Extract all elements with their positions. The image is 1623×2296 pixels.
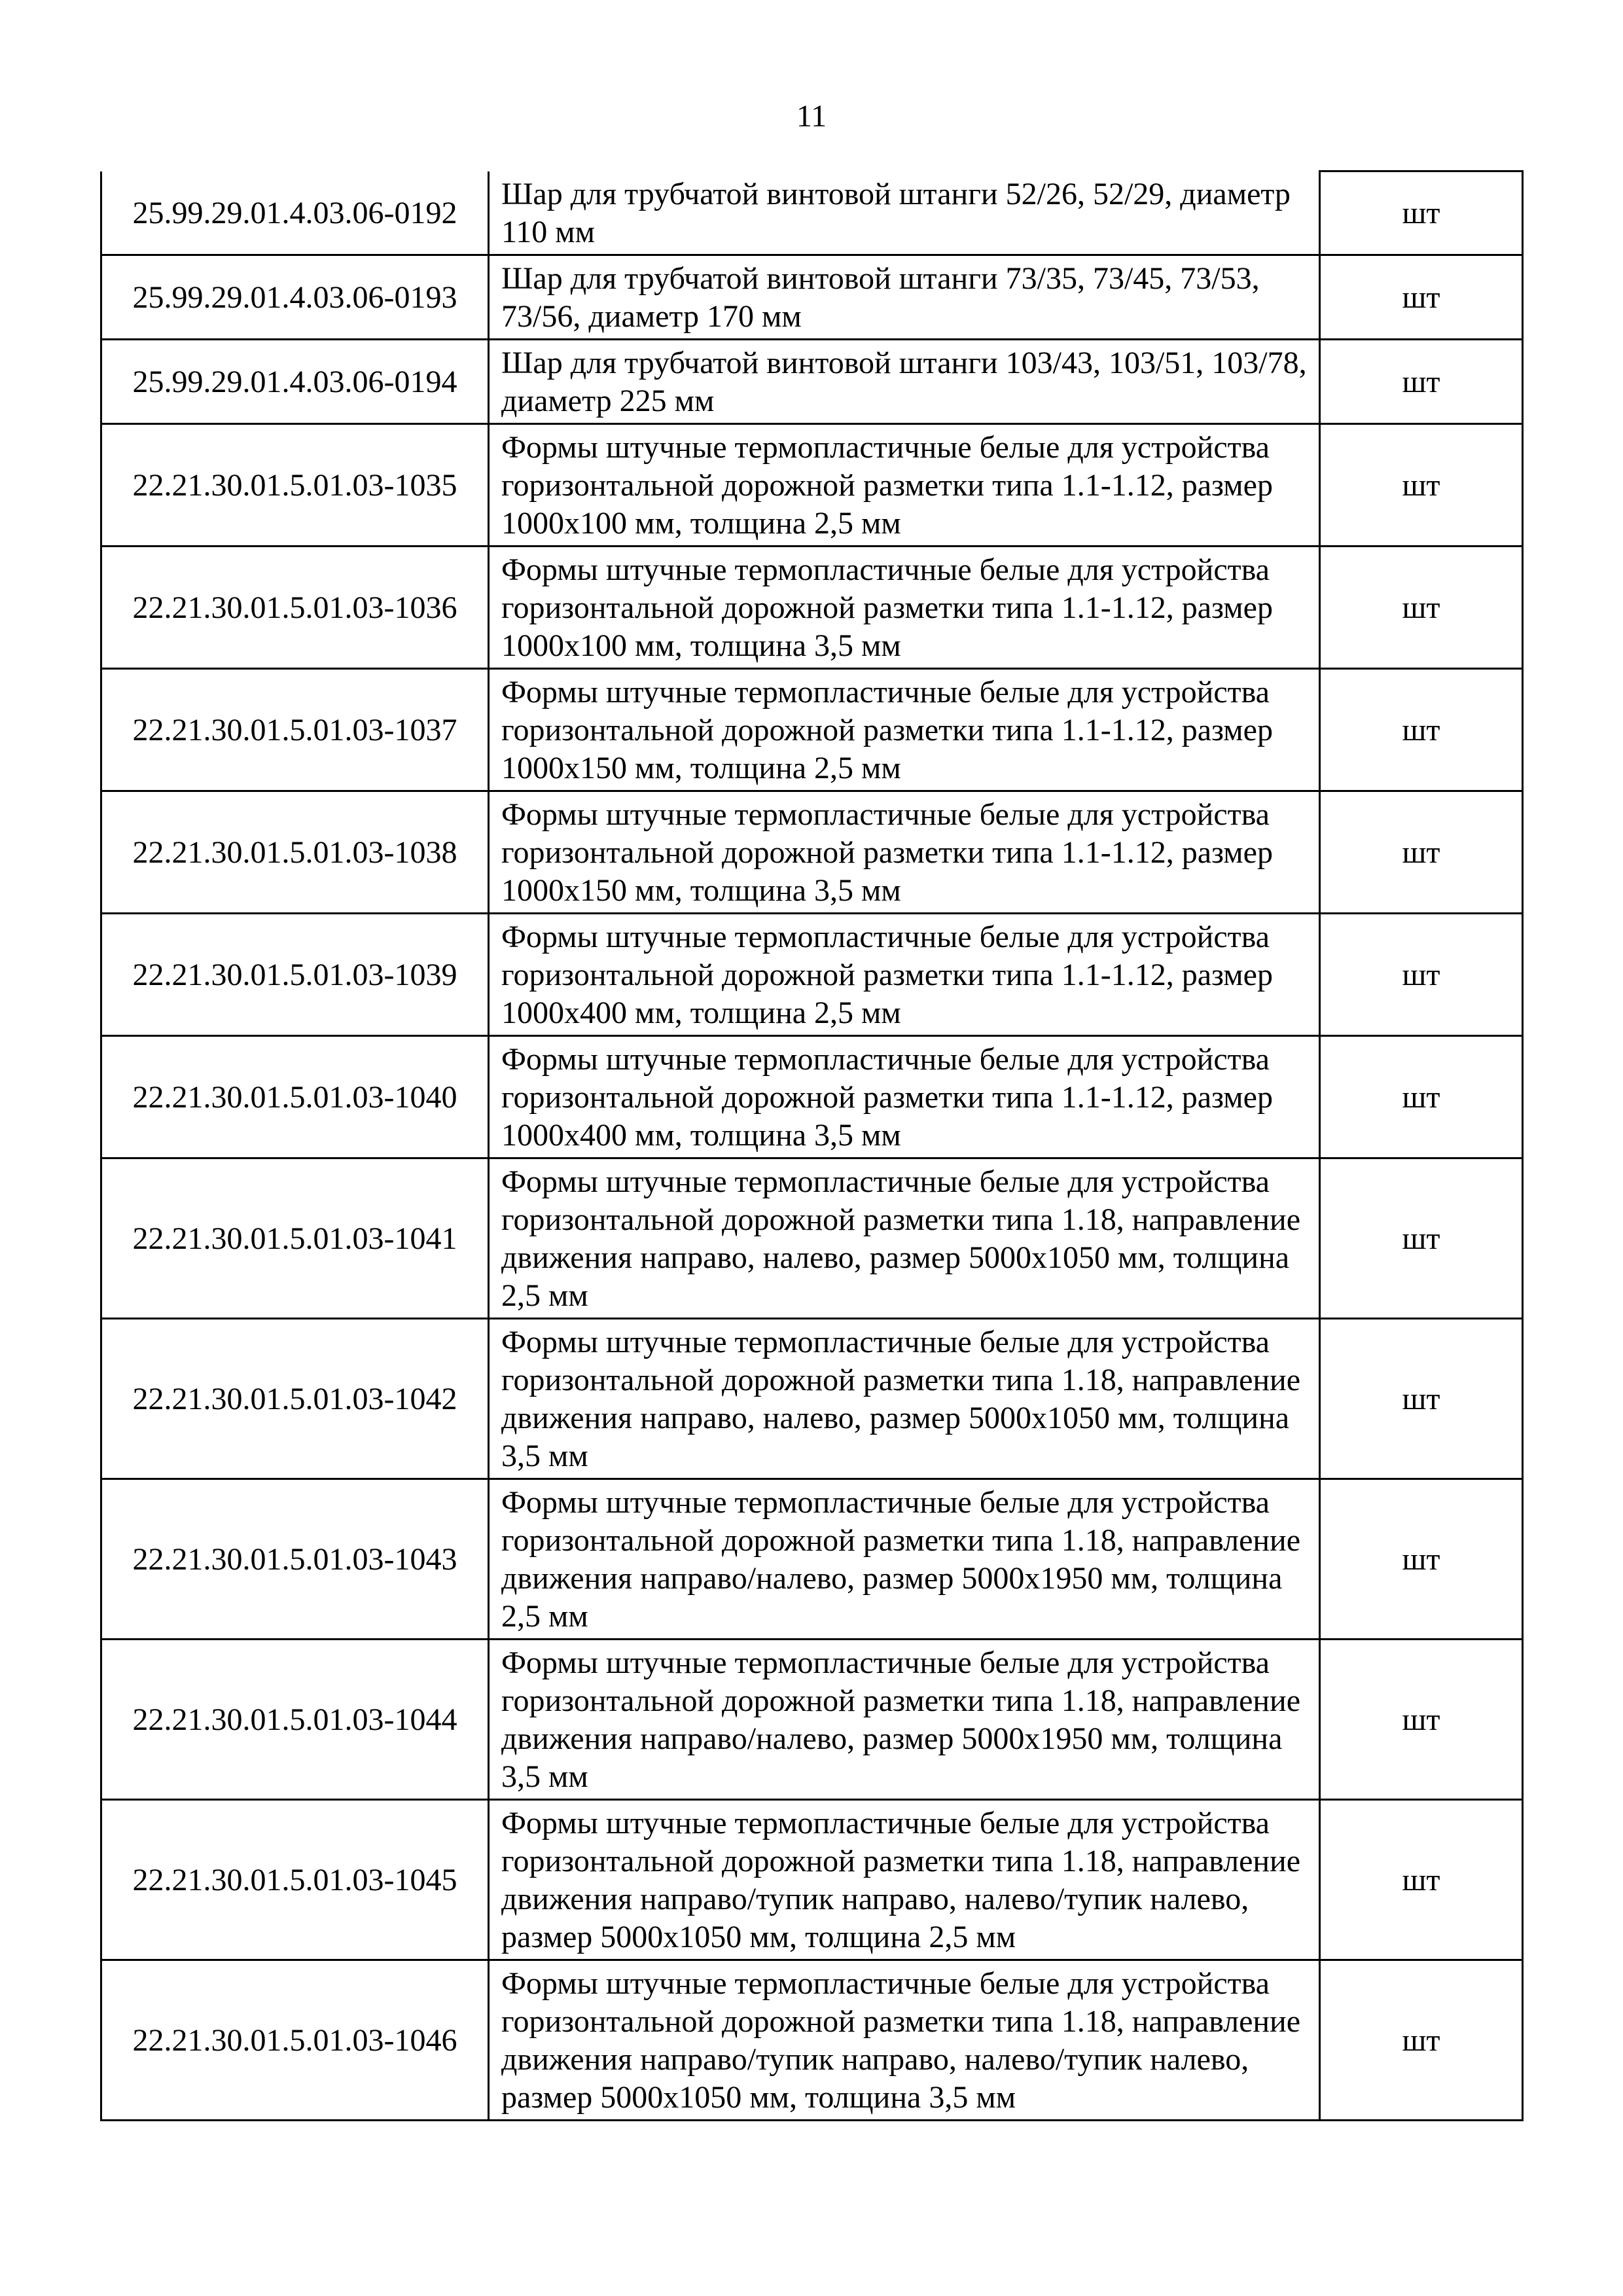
table-row [101, 1035, 1523, 1158]
resource-table [100, 170, 1524, 2121]
resource-code-cell: 25.99.29.01.4.03.06-0193 [101, 255, 489, 339]
unit-cell: шт [1320, 546, 1523, 668]
table-row [101, 546, 1523, 668]
table-row [101, 668, 1523, 791]
table-row [101, 913, 1523, 1035]
unit-cell: шт [1320, 1158, 1523, 1318]
resource-description-cell: Формы штучные термопластичные белые для устройства горизонтальной дорожной разметки типа 1.1-1.12, размер 1000x400 мм, толщина 2,5 мм [489, 913, 1320, 1035]
resource-code-cell: 22.21.30.01.5.01.03-1037 [101, 668, 489, 791]
unit-cell: шт [1320, 423, 1523, 546]
resource-description-cell: Формы штучные термопластичные белые для устройства горизонтальной дорожной разметки типа 1.18, направление движения направо/налево, размер 5000x1950 мм, толщина 3,5 мм [489, 1639, 1320, 1799]
resource-description-cell: Шар для трубчатой винтовой штанги 52/26, 52/29, диаметр 110 мм [489, 171, 1320, 255]
resource-description-cell: Формы штучные термопластичные белые для устройства горизонтальной дорожной разметки типа 1.1-1.12, размер 1000x100 мм, толщина 2,5 мм [489, 423, 1320, 546]
unit-cell: шт [1320, 1639, 1523, 1799]
resource-code-cell: 22.21.30.01.5.01.03-1035 [101, 423, 489, 546]
resource-description-cell: Формы штучные термопластичные белые для устройства горизонтальной дорожной разметки типа 1.18, направление движения направо, налево, размер 5000x1050 мм, толщина 3,5 мм [489, 1318, 1320, 1479]
resource-code-cell: 25.99.29.01.4.03.06-0192 [101, 171, 489, 255]
unit-cell: шт [1320, 1479, 1523, 1639]
table-row [101, 423, 1523, 546]
unit-cell: шт [1320, 1799, 1523, 1960]
resource-code-cell: 25.99.29.01.4.03.06-0194 [101, 339, 489, 423]
unit-cell: шт [1320, 1960, 1523, 2120]
table-row [101, 1639, 1523, 1799]
resource-description-cell: Шар для трубчатой винтовой штанги 103/43, 103/51, 103/78, диаметр 225 мм [489, 339, 1320, 423]
resource-code-cell: 22.21.30.01.5.01.03-1045 [101, 1799, 489, 1960]
unit-cell: шт [1320, 1318, 1523, 1479]
table-row [101, 1158, 1523, 1318]
resource-description-cell: Формы штучные термопластичные белые для устройства горизонтальной дорожной разметки типа 1.18, направление движения направо, налево, размер 5000x1050 мм, толщина 2,5 мм [489, 1158, 1320, 1318]
resource-code-cell: 22.21.30.01.5.01.03-1043 [101, 1479, 489, 1639]
table-row [101, 1799, 1523, 1960]
table-row [101, 171, 1523, 255]
unit-cell: шт [1320, 791, 1523, 913]
table-row [101, 1960, 1523, 2120]
resource-description-cell: Шар для трубчатой винтовой штанги 73/35, 73/45, 73/53, 73/56, диаметр 170 мм [489, 255, 1320, 339]
resource-code-cell: 22.21.30.01.5.01.03-1036 [101, 546, 489, 668]
unit-cell: шт [1320, 339, 1523, 423]
table-row [101, 339, 1523, 423]
resource-code-cell: 22.21.30.01.5.01.03-1042 [101, 1318, 489, 1479]
resource-description-cell: Формы штучные термопластичные белые для устройства горизонтальной дорожной разметки типа 1.18, направление движения направо/тупик направо, налево/тупик налево, размер 5000x1050 мм, толщина 2,5 мм [489, 1799, 1320, 1960]
unit-cell: шт [1320, 171, 1523, 255]
page-number: 11 [796, 99, 827, 134]
resource-code-cell: 22.21.30.01.5.01.03-1044 [101, 1639, 489, 1799]
resource-description-cell: Формы штучные термопластичные белые для устройства горизонтальной дорожной разметки типа 1.1-1.12, размер 1000x150 мм, толщина 3,5 мм [489, 791, 1320, 913]
unit-cell: шт [1320, 255, 1523, 339]
resource-description-cell: Формы штучные термопластичные белые для устройства горизонтальной дорожной разметки типа 1.1-1.12, размер 1000x400 мм, толщина 3,5 мм [489, 1035, 1320, 1158]
unit-cell: шт [1320, 668, 1523, 791]
resource-code-cell: 22.21.30.01.5.01.03-1046 [101, 1960, 489, 2120]
unit-cell: шт [1320, 913, 1523, 1035]
table-row [101, 1318, 1523, 1479]
table-body [101, 171, 1523, 2121]
resource-description-cell: Формы штучные термопластичные белые для устройства горизонтальной дорожной разметки типа 1.18, направление движения направо/тупик направо, налево/тупик налево, размер 5000x1050 мм, толщина 3,5 мм [489, 1960, 1320, 2120]
table-row [101, 791, 1523, 913]
table-row [101, 255, 1523, 339]
unit-cell: шт [1320, 1035, 1523, 1158]
resource-code-cell: 22.21.30.01.5.01.03-1038 [101, 791, 489, 913]
resource-description-cell: Формы штучные термопластичные белые для устройства горизонтальной дорожной разметки типа 1.1-1.12, размер 1000x150 мм, толщина 2,5 мм [489, 668, 1320, 791]
resource-description-cell: Формы штучные термопластичные белые для устройства горизонтальной дорожной разметки типа 1.18, направление движения направо/налево, размер 5000x1950 мм, толщина 2,5 мм [489, 1479, 1320, 1639]
table-row [101, 1479, 1523, 1639]
resource-code-cell: 22.21.30.01.5.01.03-1040 [101, 1035, 489, 1158]
resource-code-cell: 22.21.30.01.5.01.03-1041 [101, 1158, 489, 1318]
resource-description-cell: Формы штучные термопластичные белые для устройства горизонтальной дорожной разметки типа 1.1-1.12, размер 1000x100 мм, толщина 3,5 мм [489, 546, 1320, 668]
resource-code-cell: 22.21.30.01.5.01.03-1039 [101, 913, 489, 1035]
